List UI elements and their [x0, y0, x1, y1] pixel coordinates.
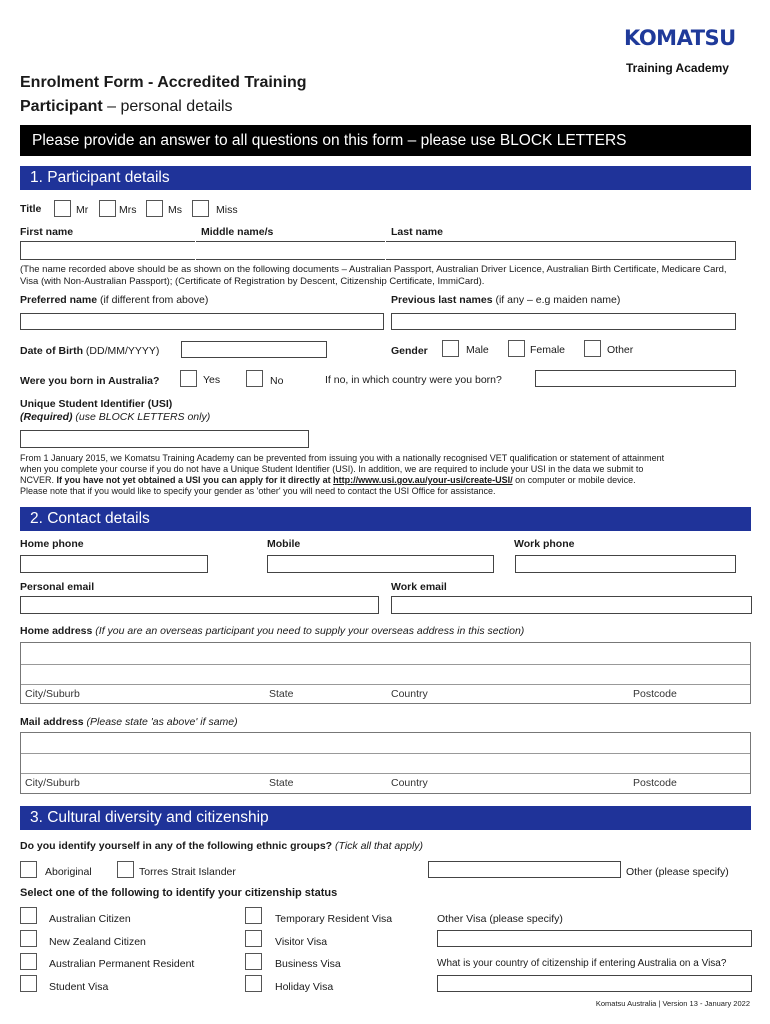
academy-label: Training Academy [626, 61, 729, 75]
student-visa-label: Student Visa [49, 981, 109, 993]
usi-link[interactable]: http://www.usi.gov.au/your-usi/create-USI/ [333, 475, 513, 485]
gender-male-checkbox[interactable] [442, 340, 459, 357]
dob-note: (DD/MM/YYYY) [83, 345, 160, 357]
personal-email-label: Personal email [20, 581, 95, 593]
name-input-row[interactable] [20, 241, 736, 260]
mail-city-label: City/Suburb [25, 777, 80, 789]
usi-required: (Required) [20, 411, 73, 423]
torres-strait-label: Torres Strait Islander [139, 866, 236, 878]
permanent-resident-checkbox[interactable] [20, 953, 37, 970]
citizenship-question: Select one of the following to identify your citizenship status [20, 887, 338, 899]
born-australia-label: Were you born in Australia? [20, 375, 160, 387]
gender-other-checkbox[interactable] [584, 340, 601, 357]
temporary-resident-checkbox[interactable] [245, 907, 262, 924]
home-country-label: Country [391, 688, 428, 700]
work-phone-input[interactable] [515, 555, 736, 573]
preferred-name-input[interactable] [20, 313, 384, 330]
section-2-heading: 2. Contact details [20, 507, 751, 531]
usi-note-3 [20, 475, 636, 487]
title-ms-label: Ms [168, 204, 182, 216]
mail-address-text: Mail address [20, 716, 84, 728]
student-visa-checkbox[interactable] [20, 975, 37, 992]
title-mr-checkbox[interactable] [54, 200, 71, 217]
previous-names-label [391, 294, 620, 306]
footer-version: Komatsu Australia | Version 13 - January 2022 [595, 999, 750, 1008]
last-name-label: Last name [391, 226, 443, 238]
title-label: Title [20, 203, 42, 215]
ethnic-other-input[interactable] [428, 861, 621, 878]
usi-note-1: From 1 January 2015, we Komatsu Training Academy can be prevented from issuing you with a nationally recognised VET qualification or statement of attainment [20, 453, 665, 463]
business-visa-label: Business Visa [275, 958, 341, 970]
home-city-label: City/Suburb [25, 688, 80, 700]
subtitle-bold: Participant [20, 98, 103, 115]
ethnic-other-label: Other (please specify) [626, 866, 729, 878]
business-visa-checkbox[interactable] [245, 953, 262, 970]
home-address-block[interactable] [20, 642, 751, 704]
aboriginal-checkbox[interactable] [20, 861, 37, 878]
section-3-heading: 3. Cultural diversity and citizenship [20, 806, 751, 830]
first-name-label: First name [20, 226, 74, 238]
usi-note-3c: on computer or mobile device. [512, 475, 636, 485]
usi-note-4: Please note that if you would like to specify your gender as 'other' you will need to contact the USI Office for assistance. [20, 486, 496, 496]
born-yes-checkbox[interactable] [180, 370, 197, 387]
form-subtitle [20, 98, 233, 116]
work-email-label: Work email [391, 581, 447, 593]
gender-female-label: Female [530, 344, 566, 356]
gender-other-label: Other [607, 344, 634, 356]
mail-address-block[interactable] [20, 732, 751, 794]
instruction-banner: Please provide an answer to all questions on this form – please use BLOCK LETTERS [20, 125, 751, 156]
work-email-input[interactable] [391, 596, 752, 614]
preferred-name-label [20, 294, 208, 306]
other-visa-input[interactable] [437, 930, 752, 947]
title-mr-label: Mr [76, 204, 89, 216]
ethnic-question-text: Do you identify yourself in any of the following ethnic groups? [20, 840, 333, 852]
section-1-heading: 1. Participant details [20, 166, 751, 190]
mail-postcode-label: Postcode [633, 777, 677, 789]
name-field-divider [385, 241, 386, 260]
personal-email-input[interactable] [20, 596, 379, 614]
dob-input[interactable] [181, 341, 327, 358]
permanent-resident-label: Australian Permanent Resident [49, 958, 195, 970]
home-address-label [20, 625, 524, 637]
birth-country-label: If no, in which country were you born? [325, 374, 502, 386]
home-phone-input[interactable] [20, 555, 208, 573]
title-mrs-label: Mrs [119, 204, 137, 216]
title-ms-checkbox[interactable] [146, 200, 163, 217]
nz-citizen-label: New Zealand Citizen [49, 936, 146, 948]
mail-country-label: Country [391, 777, 428, 789]
address-line-divider [21, 684, 750, 685]
address-line-divider [21, 664, 750, 665]
usi-block-note: (use BLOCK LETTERS only) [72, 411, 211, 423]
address-line-divider [21, 753, 750, 754]
preferred-name-text: Preferred name [20, 294, 98, 306]
torres-strait-checkbox[interactable] [117, 861, 134, 878]
usi-note-2: when you complete your course if you do not have a Unique Student Identifier (USI). In addition, we are required to include your USI in the data we submit to [20, 464, 644, 474]
gender-male-label: Male [466, 344, 489, 356]
home-address-note: (If you are an overseas participant you need to supply your overseas address in this section) [92, 625, 525, 637]
home-address-text: Home address [20, 625, 93, 637]
address-line-divider [21, 773, 750, 774]
mobile-label: Mobile [267, 538, 301, 550]
aboriginal-label: Aboriginal [45, 866, 92, 878]
work-phone-label: Work phone [514, 538, 575, 550]
usi-label: Unique Student Identifier (USI) [20, 398, 173, 410]
born-yes-label: Yes [203, 374, 221, 386]
title-miss-label: Miss [216, 204, 238, 216]
birth-country-input[interactable] [535, 370, 736, 387]
form-title: Enrolment Form - Accredited Training [20, 74, 307, 91]
usi-input[interactable] [20, 430, 309, 448]
visitor-visa-label: Visitor Visa [275, 936, 328, 948]
dob-label [20, 345, 159, 357]
mail-address-note: (Please state 'as above' if same) [83, 716, 238, 728]
other-visa-label: Other Visa (please specify) [437, 913, 563, 925]
dob-text: Date of Birth [20, 345, 83, 357]
ethnic-note: (Tick all that apply) [332, 840, 424, 852]
previous-names-input[interactable] [391, 313, 736, 330]
home-postcode-label: Postcode [633, 688, 677, 700]
visitor-visa-checkbox[interactable] [245, 930, 262, 947]
name-field-divider [195, 241, 196, 260]
ethnic-question [20, 840, 423, 852]
citizenship-country-input[interactable] [437, 975, 752, 992]
title-miss-checkbox[interactable] [192, 200, 209, 217]
title-mrs-checkbox[interactable] [99, 200, 116, 217]
temporary-resident-label: Temporary Resident Visa [275, 913, 393, 925]
holiday-visa-label: Holiday Visa [275, 981, 334, 993]
previous-names-text: Previous last names [391, 294, 493, 306]
usi-note-3a: NCVER. [20, 475, 57, 485]
australian-citizen-checkbox[interactable] [20, 907, 37, 924]
preferred-name-note: (if different from above) [97, 294, 209, 306]
home-state-label: State [269, 688, 294, 700]
subtitle-rest: – personal details [102, 98, 233, 115]
gender-label: Gender [391, 345, 428, 357]
citizenship-country-label: What is your country of citizenship if entering Australia on a Visa? [437, 958, 727, 969]
mobile-input[interactable] [267, 555, 494, 573]
previous-names-note: (if any – e.g maiden name) [492, 294, 621, 306]
usi-note-3b: If you have not yet obtained a USI you can apply for it directly at [56, 475, 334, 485]
middle-name-label: Middle name/s [201, 226, 274, 238]
name-note: (The name recorded above should be as shown on the following documents – Australian Passport, Australian Driver Licence, Australian Birth Certificate, Medicare Card, Visa (with Non-Australian Passport); (Certificate of Registration by Descent, Citizenship Certificate, ImmiCard). [20, 264, 727, 287]
born-no-checkbox[interactable] [246, 370, 263, 387]
home-phone-label: Home phone [20, 538, 84, 550]
born-no-label: No [270, 375, 284, 387]
usi-required-line [20, 411, 210, 423]
holiday-visa-checkbox[interactable] [245, 975, 262, 992]
komatsu-logo: KOMATSU [624, 26, 736, 50]
australian-citizen-label: Australian Citizen [49, 913, 131, 925]
mail-address-label [20, 716, 238, 728]
gender-female-checkbox[interactable] [508, 340, 525, 357]
nz-citizen-checkbox[interactable] [20, 930, 37, 947]
mail-state-label: State [269, 777, 294, 789]
